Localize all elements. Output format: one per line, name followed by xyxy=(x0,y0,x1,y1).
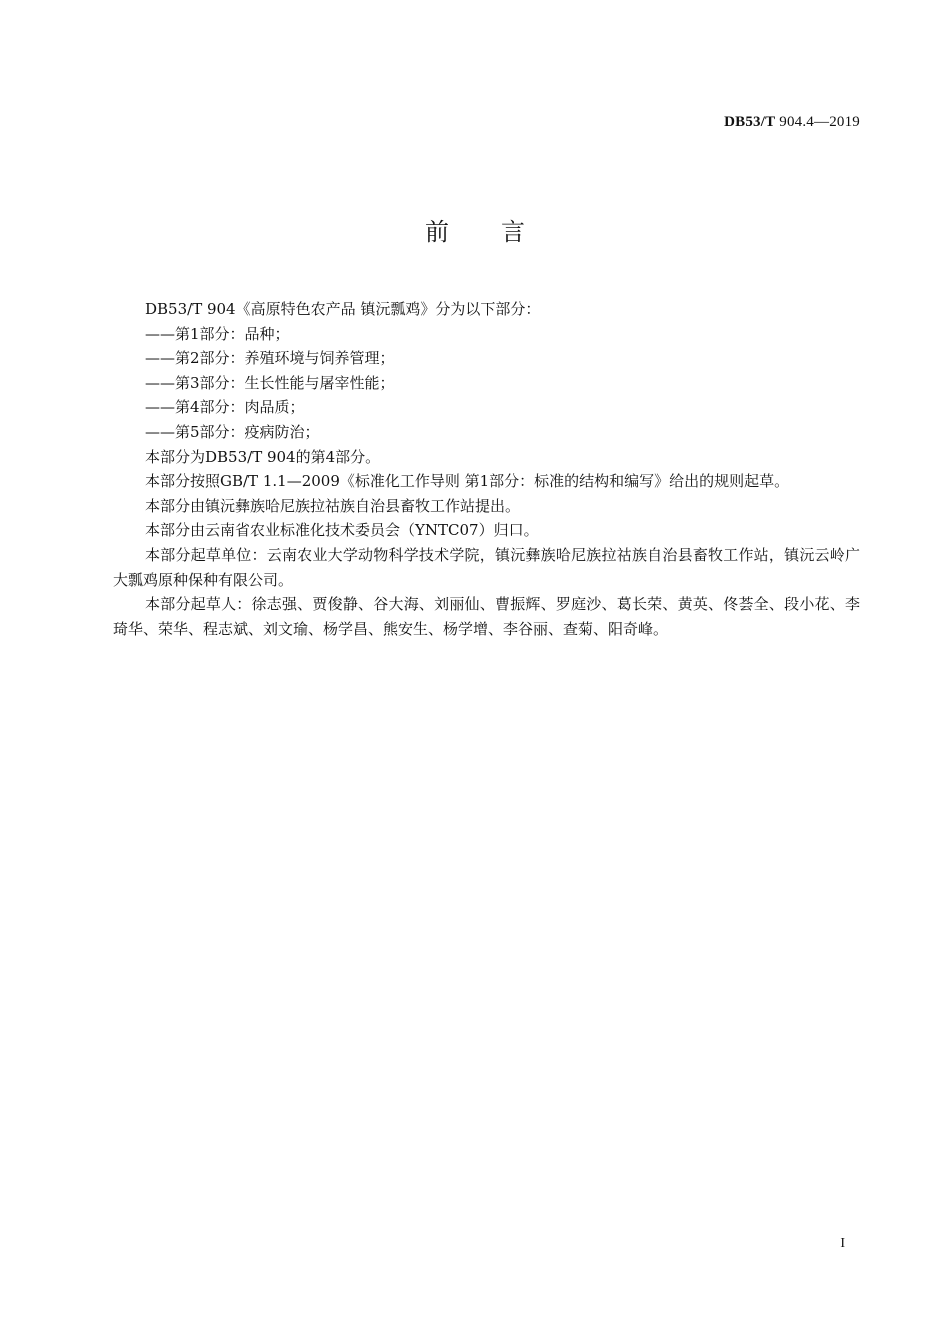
part-item-2: ——第2部分：养殖环境与饲养管理； xyxy=(145,349,395,368)
part-item-4: ——第4部分：肉品质； xyxy=(145,398,305,417)
document-code xyxy=(724,114,860,131)
paragraph-proposer: 本部分由镇沅彝族哈尼族拉祜族自治县畜牧工作站提出。 xyxy=(145,496,521,515)
paragraph-centralized-by: 本部分由云南省农业标准化技术委员会（YNTC07）归口。 xyxy=(145,521,539,540)
paragraph-drafters: 本部分起草人：徐志强、贾俊静、谷大海、刘丽仙、曹振辉、罗庭沙、葛长荣、黄英、佟荟全、段小花、李琦华、荣华、程志斌、刘文瑜、杨学昌、熊安生、杨学增、李谷丽、查菊、阳奇峰。 xyxy=(113,595,860,638)
paragraph-drafting-rules: 本部分按照GB/T 1.1—2009《标准化工作导则 第1部分：标准的结构和编写》给出的规则起草。 xyxy=(145,472,790,491)
page-title: 前言 xyxy=(425,218,577,246)
document-code-number: 904.4—2019 xyxy=(775,114,860,130)
page-number: I xyxy=(840,1236,845,1251)
part-item-3: ——第3部分：生长性能与屠宰性能； xyxy=(145,373,395,392)
paragraph-part-statement: 本部分为DB53/T 904的第4部分。 xyxy=(145,447,381,466)
paragraph-drafting-units: 本部分起草单位：云南农业大学动物科学技术学院，镇沅彝族哈尼族拉祜族自治县畜牧工作站，镇沅云岭广大瓢鸡原种保种有限公司。 xyxy=(113,545,860,589)
intro-paragraph: DB53/T 904《高原特色农产品 镇沅瓢鸡》分为以下部分： xyxy=(145,300,541,318)
document-code-prefix: DB53/T xyxy=(724,114,776,130)
foreword-body xyxy=(113,297,860,641)
part-item-1: ——第1部分：品种； xyxy=(145,324,290,343)
part-item-5: ——第5部分：疫病防治； xyxy=(145,422,320,441)
